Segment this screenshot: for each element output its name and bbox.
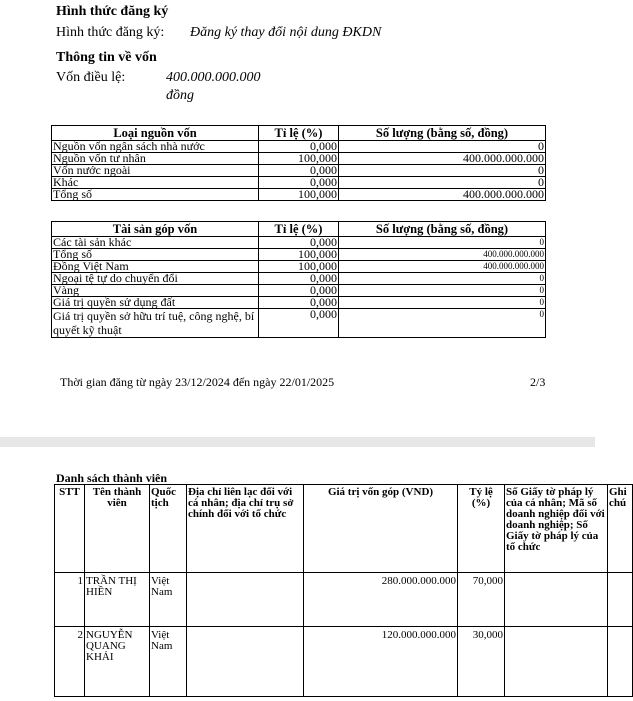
source-ratio: 0,000 — [259, 177, 339, 189]
column-header: STT — [55, 485, 85, 573]
source-amount: 0 — [339, 177, 546, 189]
table-row — [52, 309, 546, 338]
member-legal-id — [505, 627, 608, 697]
charter-capital-label: Vốn điều lệ: — [56, 70, 126, 85]
member-address — [187, 573, 304, 627]
table-row — [52, 165, 546, 177]
document-page-3 — [0, 447, 627, 701]
column-header: Số lượng (bằng số, đồng) — [339, 222, 546, 237]
table-row — [55, 573, 633, 627]
asset-ratio: 100,000 — [259, 249, 339, 261]
source-name: Tổng số — [52, 189, 259, 201]
asset-name: Giá trị quyền sở hữu trí tuệ, công nghệ, bí quyết kỹ thuật — [52, 309, 259, 338]
table-row — [55, 627, 633, 697]
source-name: Nguồn vốn tư nhân — [52, 153, 259, 165]
column-header: Giá trị vốn góp (VND) — [304, 485, 458, 573]
source-ratio: 0,000 — [259, 141, 339, 153]
asset-amount: 400.000.000.000 — [339, 249, 546, 261]
charter-capital-unit: đồng — [166, 88, 194, 103]
source-amount: 0 — [339, 141, 546, 153]
table-row — [52, 189, 546, 201]
source-amount: 0 — [339, 165, 546, 177]
asset-amount: 0 — [339, 297, 546, 309]
member-legal-id — [505, 573, 608, 627]
asset-amount: 0 — [339, 285, 546, 297]
asset-ratio: 100,000 — [259, 261, 339, 273]
capital-section-title: Thông tin về vốn — [56, 50, 157, 65]
asset-amount: 400.000.000.000 — [339, 261, 546, 273]
page-number: 2/3 — [530, 375, 546, 389]
member-nationality: Việt Nam — [150, 573, 187, 627]
member-note — [608, 573, 633, 627]
member-address — [187, 627, 304, 697]
asset-amount: 0 — [339, 309, 546, 338]
column-header: Số Giấy tờ pháp lý của cá nhân; Mã số doanh nghiệp đối với doanh nghiệp; Số Giấy tờ pháp lý của tổ chức — [505, 485, 608, 573]
source-amount: 400.000.000.000 — [339, 153, 546, 165]
column-header: Tài sản góp vốn — [52, 222, 259, 237]
asset-name: Các tài sản khác — [52, 237, 259, 249]
source-ratio: 100,000 — [259, 189, 339, 201]
column-header: Tỷ lệ (%) — [458, 485, 505, 573]
asset-name: Ngoại tệ tự do chuyển đổi — [52, 273, 259, 285]
asset-name: Vàng — [52, 285, 259, 297]
member-capital: 280.000.000.000 — [304, 573, 458, 627]
member-nationality: Việt Nam — [150, 627, 187, 697]
source-amount: 400.000.000.000 — [339, 189, 546, 201]
asset-name: Giá trị quyền sử dụng đất — [52, 297, 259, 309]
source-name: Vốn nước ngoài — [52, 165, 259, 177]
column-header: Tỉ lệ (%) — [259, 126, 339, 141]
source-name: Khác — [52, 177, 259, 189]
source-ratio: 0,000 — [259, 165, 339, 177]
member-list-title: Danh sách thành viên — [56, 471, 168, 485]
member-name: TRẦN THỊ HIỀN — [85, 573, 150, 627]
asset-ratio: 0,000 — [259, 237, 339, 249]
asset-amount: 0 — [339, 273, 546, 285]
member-stt: 2 — [55, 627, 85, 697]
member-table — [54, 484, 633, 697]
source-name: Nguồn vốn ngân sách nhà nước — [52, 141, 259, 153]
member-name: NGUYỄN QUANG KHẢI — [85, 627, 150, 697]
member-ratio: 70,000 — [458, 573, 505, 627]
publication-period: Thời gian đăng từ ngày 23/12/2024 đến ngày 22/01/2025 — [60, 375, 335, 389]
asset-name: Đồng Việt Nam — [52, 261, 259, 273]
column-header: Địa chỉ liên lạc đối với cá nhân; địa chỉ trụ sở chính đối với tổ chức — [187, 485, 304, 573]
charter-capital-value: 400.000.000.000 — [166, 70, 261, 85]
asset-ratio: 0,000 — [259, 285, 339, 297]
column-header: Tỉ lệ (%) — [259, 222, 339, 237]
page-separator — [0, 437, 595, 447]
source-ratio: 100,000 — [259, 153, 339, 165]
asset-ratio: 0,000 — [259, 309, 339, 338]
column-header: Loại nguồn vốn — [52, 126, 259, 141]
table-header-row — [55, 485, 633, 573]
registration-section-title: Hình thức đăng ký — [56, 4, 169, 19]
capital-source-table — [51, 125, 546, 201]
member-capital: 120.000.000.000 — [304, 627, 458, 697]
table-row — [52, 273, 546, 285]
member-ratio: 30,000 — [458, 627, 505, 697]
asset-ratio: 0,000 — [259, 297, 339, 309]
registration-label: Hình thức đăng ký: — [56, 25, 165, 40]
column-header: Tên thành viên — [85, 485, 150, 573]
asset-amount: 0 — [339, 237, 546, 249]
member-note — [608, 627, 633, 697]
registration-value: Đăng ký thay đổi nội dung ĐKDN — [190, 25, 382, 40]
asset-ratio: 0,000 — [259, 273, 339, 285]
column-header: Quốc tịch — [150, 485, 187, 573]
column-header: Ghi chú — [608, 485, 633, 573]
contributed-asset-table — [51, 221, 546, 338]
table-row — [52, 297, 546, 309]
asset-name: Tổng số — [52, 249, 259, 261]
column-header: Số lượng (bằng số, đồng) — [339, 126, 546, 141]
member-stt: 1 — [55, 573, 85, 627]
